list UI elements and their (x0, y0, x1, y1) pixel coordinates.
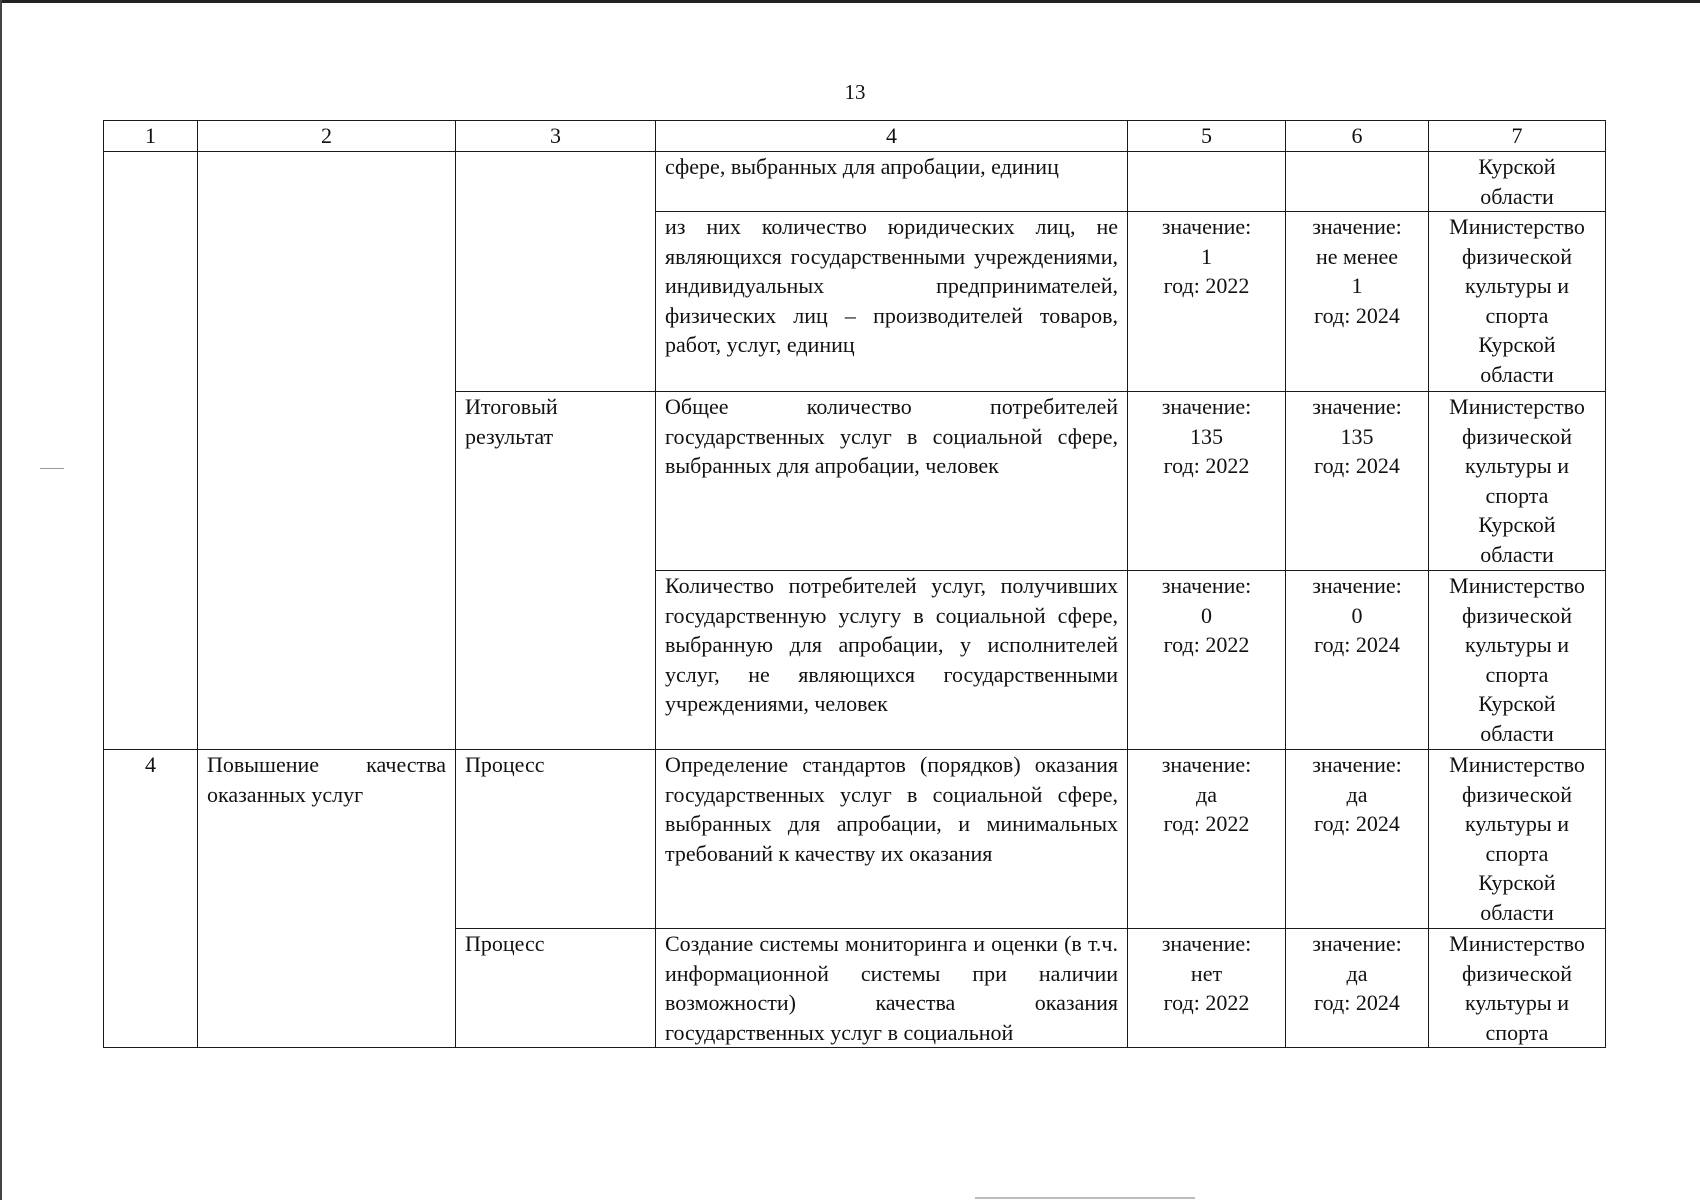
scan-border-top (0, 0, 1700, 3)
cell-base-value: значение: 0 год: 2022 (1128, 571, 1286, 750)
cell-num-empty (104, 152, 198, 750)
col-header-5: 5 (1128, 121, 1286, 152)
cell-target-value: значение: 135 год: 2024 (1286, 392, 1429, 571)
cell-result-type: Итоговый результат (456, 392, 656, 750)
table-row (104, 750, 1606, 929)
indicators-table (103, 120, 1606, 1048)
cell-indicator: сфере, выбранных для апробации, единиц (656, 152, 1128, 212)
cell-responsible: Курской области (1429, 152, 1606, 212)
cell-target-value: значение: да год: 2024 (1286, 750, 1429, 929)
cell-result-type: Процесс (456, 750, 656, 929)
page-number: 13 (844, 80, 866, 104)
cell-indicator: Определение стандартов (порядков) оказания государственных услуг в социальной сфере, выбранных для апробации, и минимальных требований к качеству их оказания (656, 750, 1128, 929)
cell-indicator: Общее количество потребителей государственных услуг в социальной сфере, выбранных для апробации, человек (656, 392, 1128, 571)
scan-artifact-bottom (975, 1197, 1195, 1199)
cell-responsible: Министерство физической культуры и спорта Курской области (1429, 392, 1606, 571)
col-header-3: 3 (456, 121, 656, 152)
col-header-6: 6 (1286, 121, 1429, 152)
cell-target-value: значение: да год: 2024 (1286, 929, 1429, 1048)
cell-num: 4 (104, 750, 198, 1048)
col-header-1: 1 (104, 121, 198, 152)
cell-target-empty (1286, 152, 1429, 212)
scan-border-left (0, 0, 2, 1200)
col-header-4: 4 (656, 121, 1128, 152)
cell-base-value: значение: нет год: 2022 (1128, 929, 1286, 1048)
header-row (104, 121, 1606, 152)
cell-target-value: значение: не менее 1 год: 2024 (1286, 212, 1429, 392)
cell-indicator: из них количество юридических лиц, не являющихся государственными учреждениями, индивидуальных предпринимателей, физических лиц – производителей товаров, работ, услуг, единиц (656, 212, 1128, 392)
cell-result-type: Процесс (456, 929, 656, 1048)
col-header-7: 7 (1429, 121, 1606, 152)
table-row (104, 152, 1606, 212)
cell-task: Повышение качества оказанных услуг (198, 750, 456, 1048)
cell-result-empty (456, 152, 656, 392)
cell-target-value: значение: 0 год: 2024 (1286, 571, 1429, 750)
cell-responsible: Министерство физической культуры и спорта Курской области (1429, 212, 1606, 392)
cell-base-value: значение: 135 год: 2022 (1128, 392, 1286, 571)
cell-responsible: Министерство физической культуры и спорта Курской области (1429, 571, 1606, 750)
cell-indicator: Количество потребителей услуг, получивших государственную услугу в социальной сфере, выбранную для апробации, у исполнителей услуг, не являющихся государственными учреждениями, человек (656, 571, 1128, 750)
cell-base-value: значение: 1 год: 2022 (1128, 212, 1286, 392)
cell-base-empty (1128, 152, 1286, 212)
cell-task-empty (198, 152, 456, 750)
cell-base-value: значение: да год: 2022 (1128, 750, 1286, 929)
cell-responsible: Министерство физической культуры и спорта Курской области (1429, 750, 1606, 929)
cell-indicator: Создание системы мониторинга и оценки (в т.ч. информационной системы при наличии возможности) качества оказания государственных услуг в социальной (656, 929, 1128, 1048)
cell-responsible: Министерство физической культуры и спорта (1429, 929, 1606, 1048)
scan-artifact (40, 468, 64, 469)
col-header-2: 2 (198, 121, 456, 152)
